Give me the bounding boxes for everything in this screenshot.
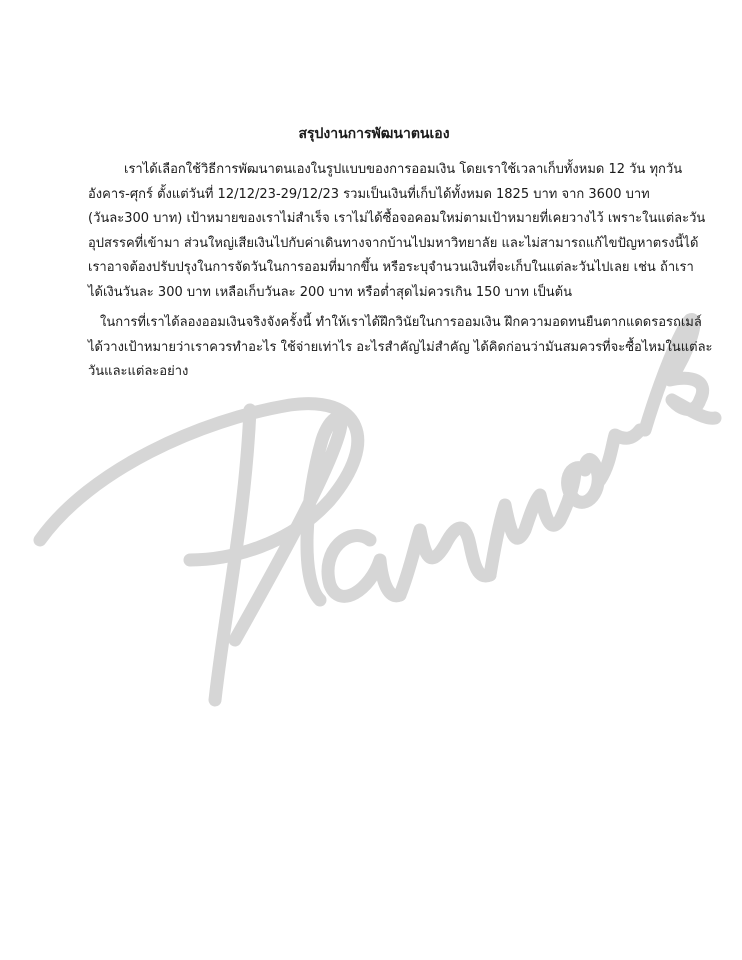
document-body (88, 124, 713, 391)
paragraph-1-line-5: เราอาจต้องปรับปรุงในการจัดวันในการออมที่มากขึ้น หรือระบุจำนวนเงินที่จะเก็บในแต่ละวันไปเลย เช่น ถ้าเรา (88, 260, 694, 275)
paragraph-2-line-3: วันและแต่ละอย่าง (88, 364, 189, 379)
paragraph-1-line-2: อังคาร-ศุกร์ ตั้งแต่วันที่ 12/12/23-29/12/23 รวมเป็นเงินที่เก็บได้ทั้งหมด 1825 บาท จาก 3600 บาท (88, 186, 650, 202)
document-title: สรุปงานการพัฒนาตนเอง (298, 126, 450, 142)
paragraph-1-line-6: ได้เงินวันละ 300 บาท เหลือเก็บวันละ 200 บาท หรือต่ำสุดไม่ควรเกิน 150 บาท เป็นต้น (88, 284, 572, 300)
paragraph-2 (88, 311, 713, 385)
paragraph-2-line-1: ในการที่เราได้ลองออมเงินจริงจังครั้งนี้ ทำให้เราได้ฝึกวินัยในการออมเงิน ฝึกความอดทนยืนตากแดดรอรถเมล์ (100, 315, 702, 330)
paragraph-1 (88, 158, 706, 305)
paragraph-2-line-2: ได้วางเป้าหมายว่าเราควรทำอะไร ใช้จ่ายเท่าไร อะไรสำคัญไม่สำคัญ ได้คิดก่อนว่ามันสมควรที่จะซื้อไหมในแต่ละ (88, 339, 713, 355)
paragraph-1-line-3: (วันละ300 บาท) เป้าหมายของเราไม่สำเร็จ เราไม่ได้ซื้อจอคอมใหม่ตามเป้าหมายที่เคยวางไว้ เพราะในแต่ละวัน (88, 211, 706, 226)
paragraph-1-line-4: อุปสรรคที่เข้ามา ส่วนใหญ่เสียเงินไปกับค่าเดินทางจากบ้านไปมหาวิทยาลัย และไม่สามารถแก้ไขปัญหาตรงนี้ได้ (88, 235, 699, 251)
paragraph-1-line-1: เราได้เลือกใช้วิธีการพัฒนาตนเองในรูปแบบของการออมเงิน โดยเราใช้เวลาเก็บทั้งหมด 12 วัน ทุกวัน (124, 162, 683, 177)
